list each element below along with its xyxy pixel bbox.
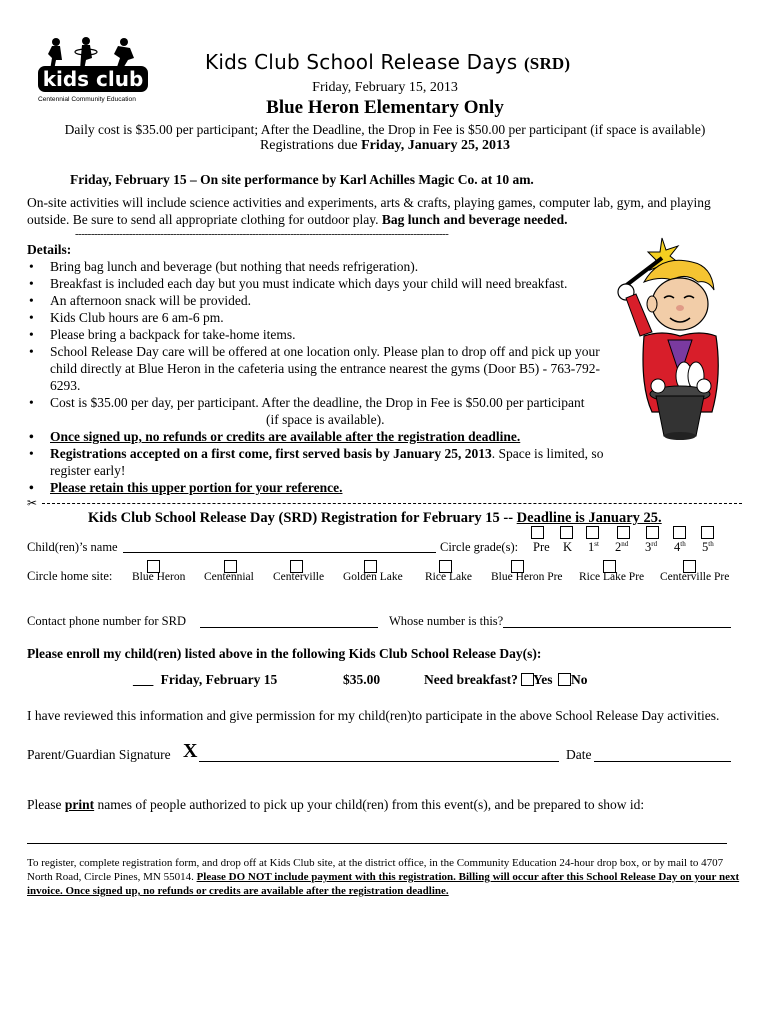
grade-4-checkbox[interactable] <box>673 526 686 539</box>
retain-note: • Please retain this upper portion for your reference. <box>27 479 607 496</box>
cost-item-sub: (if space is available). <box>266 412 385 427</box>
list-item: • Bring bag lunch and beverage (but nothing that needs refrigeration). <box>27 258 607 275</box>
due-prefix: Registrations due <box>259 138 362 153</box>
separator-line: ---------------------------------------------------------------------------------------------------------------------- <box>75 228 449 240</box>
site-rice-lake-pre[interactable]: Rice Lake Pre <box>579 571 645 583</box>
pickup-instructions: Please print names of people authorized to pick up your child(ren) from this event(s), and be prepared to show id: <box>27 797 645 812</box>
site-rice-lake[interactable]: Rice Lake <box>425 571 472 583</box>
phone-field[interactable] <box>200 626 378 628</box>
grade-label: Circle grade(s): <box>440 540 519 554</box>
day-row <box>133 672 518 688</box>
site-centennial[interactable]: Centennial <box>204 571 254 583</box>
title-suffix: (SRD) <box>523 54 571 73</box>
registration-title-main: Kids Club School Release Day (SRD) Registration for February 15 -- <box>88 510 517 526</box>
due-line <box>0 138 770 154</box>
footer-text: To register, complete registration form, and drop off at Kids Club site, at the district office, in the Community Education 24-hour drop box, or by mail to 4707 North Road, Circle Pines, MN 55014. <box>27 857 724 883</box>
footer-instructions <box>27 856 745 898</box>
date-label: Date <box>566 747 592 762</box>
deadline-text: Deadline is January 25. <box>516 510 662 526</box>
phone-label: Contact phone number for SRD <box>27 614 187 628</box>
breakfast-no-checkbox[interactable] <box>558 673 571 686</box>
onsite-bold: Bag lunch and beverage needed. <box>381 212 568 227</box>
cost-line: Daily cost is $35.00 per participant; After the Deadline, the Drop in Fee is $50.00 per participant (if space is available) <box>64 122 706 137</box>
details-list <box>27 258 607 496</box>
list-item: • Please bring a backpack for take-home items. <box>27 326 607 343</box>
child-name-label: Child(ren)’s name <box>27 540 118 554</box>
list-item <box>27 445 607 479</box>
grade-k[interactable]: K <box>563 540 573 554</box>
performance-note: Friday, February 15 – On site performance by Karl Achilles Magic Co. at 10 am. <box>70 172 534 187</box>
footer-bold: Please DO NOT include payment with this registration. Billing will occur after this School Release Day on your next invoice. Once signed up, no refunds or credits are available after the registration deadline. <box>27 871 740 897</box>
home-site-label: Circle home site: <box>27 569 113 583</box>
grade-5[interactable]: 5th <box>702 540 714 554</box>
signature-label: Parent/Guardian Signature <box>27 747 171 762</box>
cut-line <box>42 503 742 504</box>
enroll-heading: Please enroll my child(ren) listed above in the following Kids Club School Release Day(s): <box>27 646 542 661</box>
site-blue-heron-pre[interactable]: Blue Heron Pre <box>491 571 563 583</box>
date-field[interactable] <box>594 760 731 762</box>
first-come-rest: . Space is limited, so register early! <box>50 446 604 478</box>
list-item: • Kids Club hours are 6 am-6 pm. <box>27 309 607 326</box>
school-name: Blue Heron Elementary Only <box>266 97 504 118</box>
site-centerville[interactable]: Centerville <box>273 571 325 583</box>
breakfast-label: Need breakfast? <box>424 672 518 687</box>
grade-pre-checkbox[interactable] <box>531 526 544 539</box>
list-item <box>27 394 607 428</box>
whose-number-label: Whose number is this? <box>389 614 504 628</box>
magician-illustration <box>580 236 730 458</box>
list-item: • School Release Day care will be offered at one location only. Please plan to drop off and pick up your child directly at Blue Heron in the cafeteria using the entrance nearest the gyms (Door B5) - 763-792-6293. <box>27 343 607 394</box>
onsite-activities <box>27 194 742 228</box>
permission-text: I have reviewed this information and give permission for my child(ren)to participate in the above School Release Day activities. <box>27 708 720 723</box>
grade-4[interactable]: 4th <box>674 540 686 554</box>
grade-3[interactable]: 3rd <box>645 540 658 554</box>
title-text: Kids Club School Release Days <box>205 50 518 74</box>
grade-5-checkbox[interactable] <box>701 526 714 539</box>
details-heading: Details: <box>27 242 72 257</box>
form-title <box>205 50 570 74</box>
grade-k-checkbox[interactable] <box>560 526 573 539</box>
pickup-names-field[interactable] <box>27 842 727 844</box>
day-cost: $35.00 <box>343 672 381 687</box>
signature-x: X <box>183 740 198 762</box>
grade-2-checkbox[interactable] <box>617 526 630 539</box>
grade-2[interactable]: 2nd <box>615 540 629 554</box>
site-blue-heron[interactable]: Blue Heron <box>132 571 186 583</box>
grade-1[interactable]: 1st <box>588 540 599 554</box>
grade-pre[interactable]: Pre <box>533 540 550 554</box>
signature-field[interactable] <box>199 760 559 762</box>
no-label: No <box>571 672 588 687</box>
due-date: Friday, January 25, 2013 <box>361 138 511 153</box>
child-name-field[interactable] <box>123 551 436 553</box>
logo-brand: kids club <box>42 67 144 91</box>
event-date: Friday, February 15, 2013 <box>312 80 458 95</box>
site-golden-lake[interactable]: Golden Lake <box>343 571 403 583</box>
print-word: print <box>64 797 95 812</box>
refund-note: • Once signed up, no refunds or credits are available after the registration deadline. <box>27 428 607 445</box>
whose-number-field[interactable] <box>503 626 731 628</box>
list-item: • An afternoon snack will be provided. <box>27 292 607 309</box>
onsite-text: On-site activities will include science activities and experiments, arts & crafts, playing games, computer lab, gym, and playing outside. Be sure to send all appropriate clothing for outdoor play. <box>27 195 711 227</box>
day-label: Friday, February 15 <box>160 672 278 687</box>
list-item: • Breakfast is included each day but you must indicate which days your child will need breakfast. <box>27 275 607 292</box>
first-come-bold: Registrations accepted on a first come, first served basis by January 25, 2013 <box>50 446 492 461</box>
registration-title <box>88 510 662 527</box>
scissors-icon: ✂ <box>27 496 38 510</box>
logo-subtitle: Centennial Community Education <box>38 96 136 103</box>
yes-label: Yes <box>533 672 553 687</box>
grade-3-checkbox[interactable] <box>646 526 659 539</box>
grade-1-checkbox[interactable] <box>586 526 599 539</box>
cost-item: Cost is $35.00 per day, per participant. After the deadline, the Drop in Fee is $50.00 per participant <box>50 395 585 410</box>
site-centerville-pre[interactable]: Centerville Pre <box>660 571 730 583</box>
day-select-field[interactable]: ___ <box>133 672 154 687</box>
